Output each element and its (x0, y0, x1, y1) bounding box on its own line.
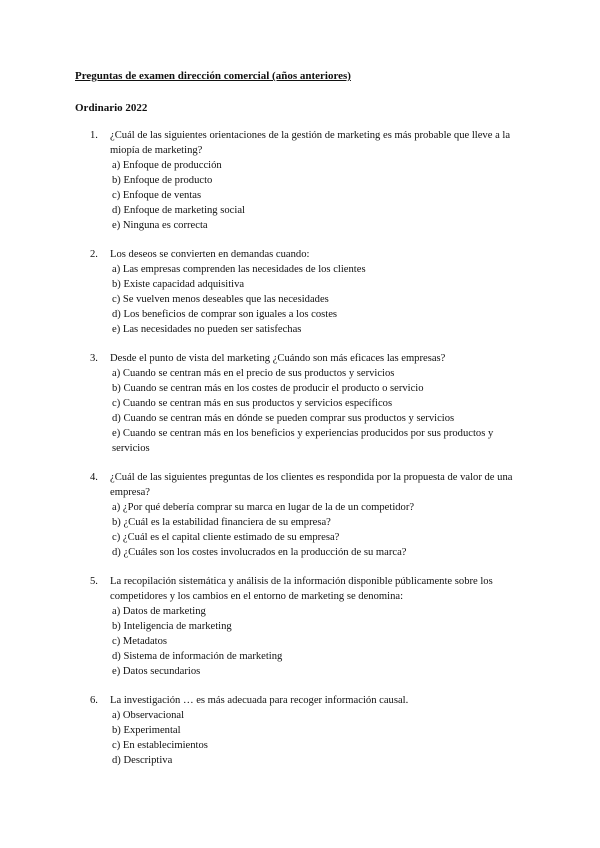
question-text: ¿Cuál de las siguientes preguntas de los clientes es respondida por la propuesta de valor de una empresa? (110, 472, 513, 498)
question-2 (90, 247, 530, 337)
document-title: Preguntas de examen dirección comercial (años anteriores) (75, 70, 351, 82)
option-list (110, 262, 530, 337)
option-c: c) Enfoque de ventas (112, 190, 202, 201)
question-4 (90, 470, 530, 560)
option-list (110, 604, 530, 679)
option-a: a) Datos de marketing (112, 606, 206, 617)
question-text: La investigación … es más adecuada para recoger información causal. (110, 695, 409, 706)
question-5 (90, 574, 530, 679)
question-number: 6. (90, 695, 98, 706)
option-d: d) ¿Cuáles son los costes involucrados en la producción de su marca? (112, 547, 407, 558)
option-a: a) Las empresas comprenden las necesidades de los clientes (112, 264, 366, 275)
option-a: a) ¿Por qué debería comprar su marca en lugar de la de un competidor? (112, 502, 415, 513)
option-d: d) Descriptiva (112, 755, 173, 766)
question-3 (90, 351, 530, 456)
option-c: c) Cuando se centran más en sus productos y servicios específicos (112, 398, 393, 409)
option-e: e) Datos secundarios (112, 666, 201, 677)
option-c: c) ¿Cuál es el capital cliente estimado de su empresa? (112, 532, 340, 543)
option-c: c) Metadatos (112, 636, 168, 647)
option-b: b) ¿Cuál es la estabilidad financiera de su empresa? (112, 517, 331, 528)
option-d: d) Los beneficios de comprar son iguales a los costes (112, 309, 338, 320)
question-1 (90, 128, 530, 233)
option-d: d) Sistema de información de marketing (112, 651, 283, 662)
question-number: 1. (90, 130, 98, 141)
option-a: a) Cuando se centran más en el precio de sus productos y servicios (112, 368, 395, 379)
option-list (110, 158, 530, 233)
question-text: Los deseos se convierten en demandas cuando: (110, 249, 310, 260)
option-c: c) En establecimientos (112, 740, 208, 751)
question-6 (90, 693, 530, 768)
section-heading: Ordinario 2022 (75, 102, 148, 114)
question-text: Desde el punto de vista del marketing ¿Cuándo son más eficaces las empresas? (110, 353, 446, 364)
question-number: 5. (90, 576, 98, 587)
question-text: La recopilación sistemática y análisis de la información disponible públicamente sobre los competidores y los cambios en el entorno de marketing se denomina: (110, 576, 493, 602)
option-list (110, 500, 530, 560)
option-c: c) Se vuelven menos deseables que las necesidades (112, 294, 329, 305)
option-b: b) Existe capacidad adquisitiva (112, 279, 245, 290)
option-a: a) Observacional (112, 710, 185, 721)
option-list (110, 366, 530, 456)
question-number: 3. (90, 353, 98, 364)
option-b: b) Experimental (112, 725, 181, 736)
option-list (110, 708, 530, 768)
option-d: d) Cuando se centran más en dónde se pueden comprar sus productos y servicios (112, 413, 455, 424)
option-e: e) Cuando se centran más en los beneficios y experiencias producidos por sus productos y servicios (112, 428, 494, 454)
option-d: d) Enfoque de marketing social (112, 205, 245, 216)
question-number: 4. (90, 472, 98, 483)
option-b: b) Cuando se centran más en los costes de producir el producto o servicio (112, 383, 424, 394)
question-number: 2. (90, 249, 98, 260)
question-list (90, 128, 530, 768)
option-a: a) Enfoque de producción (112, 160, 222, 171)
option-e: e) Ninguna es correcta (112, 220, 208, 231)
option-b: b) Enfoque de producto (112, 175, 213, 186)
option-b: b) Inteligencia de marketing (112, 621, 232, 632)
question-text: ¿Cuál de las siguientes orientaciones de la gestión de marketing es más probable que lleve a la miopía de marketing? (110, 130, 511, 156)
option-e: e) Las necesidades no pueden ser satisfechas (112, 324, 302, 335)
